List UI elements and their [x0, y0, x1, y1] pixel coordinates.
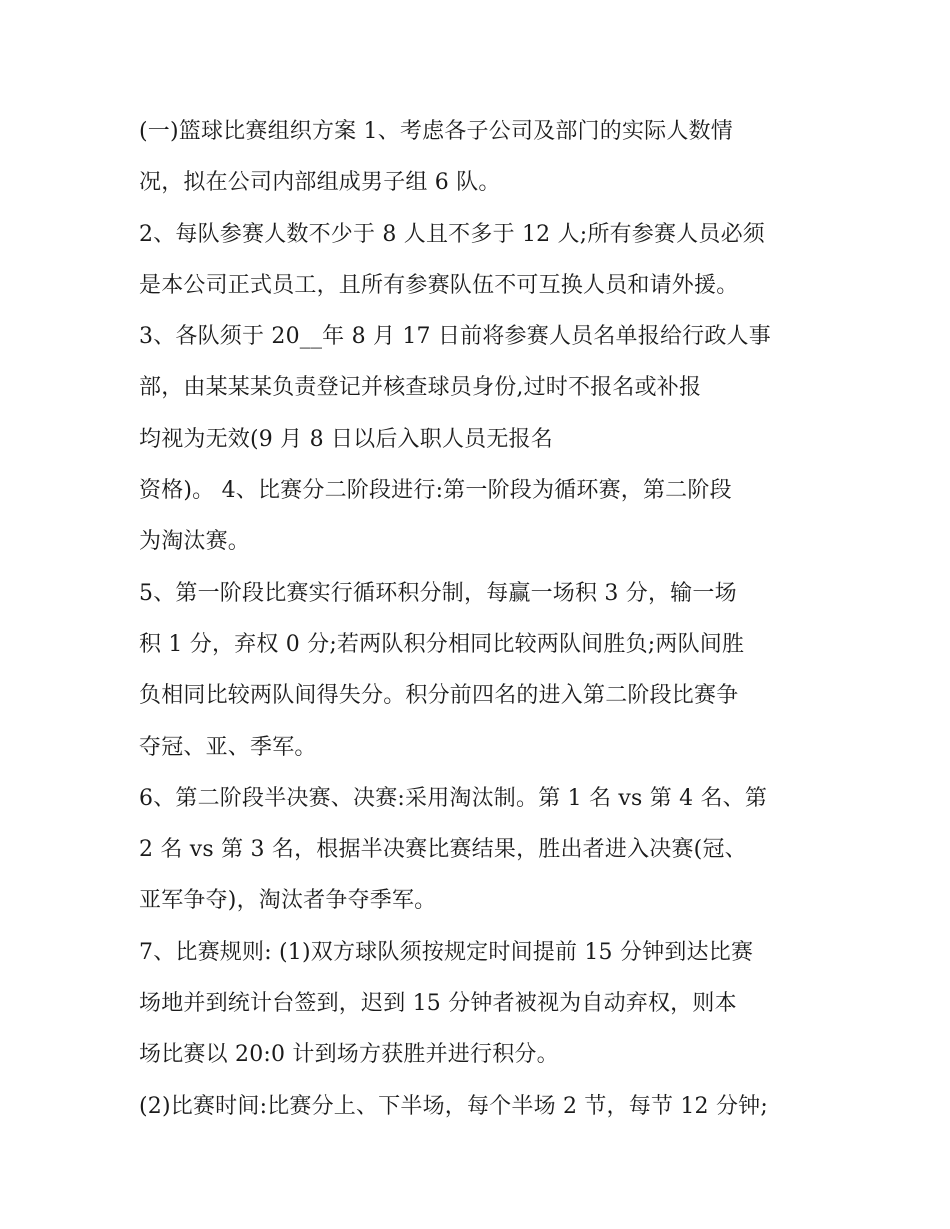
- text-line: 2 名 vs 第 3 名，根据半决赛比赛结果，胜出者进入决赛(冠、: [139, 837, 747, 863]
- document-body: [139, 106, 829, 1132]
- text-line: 均视为无效(9 月 8 日以后入职人员无报名: [139, 426, 553, 452]
- text-line: 是本公司正式员工，且所有参赛队伍不可互换人员和请外援。: [139, 272, 739, 298]
- text-line: (一)篮球比赛组织方案 1、考虑各子公司及部门的实际人数情: [139, 119, 733, 144]
- text-line: 亚军争夺)，淘汰者争夺季军。: [139, 888, 437, 914]
- text-line: 场比赛以 20:0 计到场方获胜并进行积分。: [139, 1042, 559, 1068]
- text-line: 积 1 分，弃权 0 分;若两队积分相同比较两队间胜负;两队间胜: [139, 631, 745, 657]
- text-line: 2、每队参赛人数不少于 8 人且不多于 12 人;所有参赛人员必须: [139, 221, 765, 247]
- text-line: 3、各队须于 20__年 8 月 17 日前将参赛人员名单报给行政人事: [139, 324, 771, 350]
- text-line: 部，由某某某负责登记并核查球员身份,过时不报名或补报: [139, 375, 702, 401]
- text-line: 场地并到统计台签到，迟到 15 分钟者被视为自动弃权，则本: [139, 991, 737, 1017]
- text-line: 夺冠、亚、季军。: [139, 734, 317, 760]
- text-line: (2)比赛时间:比赛分上、下半场，每个半场 2 节，每节 12 分钟;: [139, 1093, 768, 1119]
- text-line: 况，拟在公司内部组成男子组 6 队。: [139, 170, 501, 196]
- text-line: 6、第二阶段半决赛、决赛:采用淘汰制。第 1 名 vs 第 4 名、第: [139, 785, 768, 811]
- text-line: 为淘汰赛。: [139, 529, 251, 555]
- text-line: 资格)。 4、比赛分二阶段进行:第一阶段为循环赛，第二阶段: [139, 478, 732, 504]
- text-line: 负相同比较两队间得失分。积分前四名的进入第二阶段比赛争: [139, 683, 739, 709]
- text-line: 5、第一阶段比赛实行循环积分制，每赢一场积 3 分，输一场: [139, 580, 737, 606]
- text-line: 7、比赛规则: (1)双方球队须按规定时间提前 15 分钟到达比赛: [139, 939, 754, 965]
